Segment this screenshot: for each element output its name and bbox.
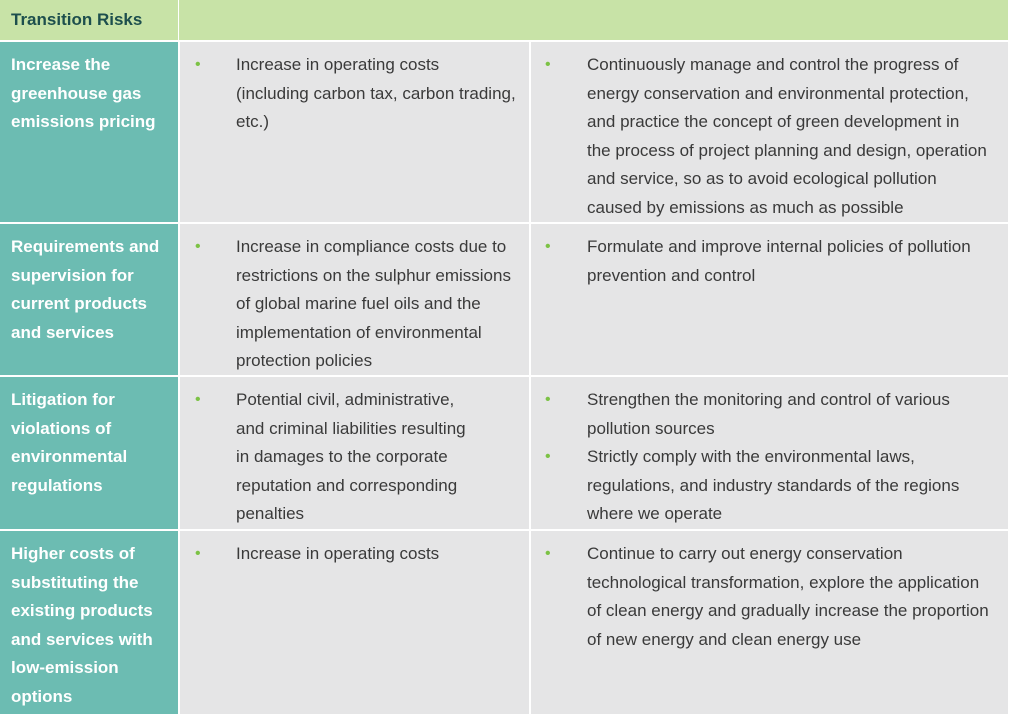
- risk-item: [180, 51, 529, 137]
- bullet-icon: •: [545, 545, 551, 562]
- risk-item: [180, 386, 529, 529]
- risk-item: [180, 540, 529, 569]
- bullet-icon: •: [195, 545, 201, 562]
- measure-item: [531, 386, 1008, 443]
- measure-text: Continuously manage and control the progress of energy conservation and environmental protection, and practice the concept of green development in the process of project planning and design, operation and service, so as to avoid ecological pollution caused by emissions as much as possible: [587, 55, 987, 217]
- bullet-icon: •: [545, 448, 551, 465]
- risk-category: Requirements and supervision for current products and services: [0, 224, 178, 375]
- bullet-icon: •: [195, 56, 201, 73]
- measure-text: Strictly comply with the environmental laws, regulations, and industry standards of the regions where we operate: [587, 447, 960, 523]
- risk-description-cell: [180, 377, 529, 529]
- risk-description-cell: [180, 42, 529, 222]
- table-row: [0, 42, 1008, 222]
- table-header: [0, 0, 1008, 40]
- table-row: [0, 377, 1008, 529]
- risk-description-cell: [180, 531, 529, 714]
- bullet-icon: •: [545, 391, 551, 408]
- bullet-icon: •: [195, 238, 201, 255]
- measure-text: Strengthen the monitoring and control of various pollution sources: [587, 390, 950, 438]
- bullet-icon: •: [545, 238, 551, 255]
- response-measures-cell: [531, 42, 1008, 222]
- measure-item: [531, 540, 1008, 654]
- risk-category: Increase the greenhouse gas emissions pricing: [0, 42, 178, 222]
- response-measures-cell: [531, 531, 1008, 714]
- bullet-icon: •: [545, 56, 551, 73]
- measure-item: [531, 443, 1008, 529]
- table-title: Transition Risks: [11, 10, 143, 29]
- bullet-icon: •: [195, 391, 201, 408]
- risk-category: Litigation for violations of environmental regulations: [0, 377, 178, 529]
- table-row: [0, 224, 1008, 375]
- risk-text: Increase in compliance costs due to restrictions on the sulphur emissions of global marine fuel oils and the implementation of environmental protection policies: [236, 237, 511, 370]
- table-row: [0, 531, 1008, 714]
- risk-item: [180, 233, 529, 376]
- risk-text: Increase in operating costs (including carbon tax, carbon trading, etc.): [236, 55, 516, 131]
- risk-description-cell: [180, 224, 529, 375]
- response-measures-cell: [531, 377, 1008, 529]
- measure-item: [531, 51, 1008, 222]
- risk-category: Higher costs of substituting the existing products and services with low-emission options: [0, 531, 178, 714]
- measure-text: Continue to carry out energy conservation technological transformation, explore the application of clean energy and gradually increase the proportion of new energy and clean energy use: [587, 544, 989, 649]
- response-measures-cell: [531, 224, 1008, 375]
- risk-text: Potential civil, administrative, and criminal liabilities resulting in damages to the corporate reputation and corresponding penalties: [236, 390, 466, 523]
- risk-text: Increase in operating costs: [236, 544, 440, 563]
- measure-text: Formulate and improve internal policies of pollution prevention and control: [587, 237, 971, 285]
- measure-item: [531, 233, 1008, 290]
